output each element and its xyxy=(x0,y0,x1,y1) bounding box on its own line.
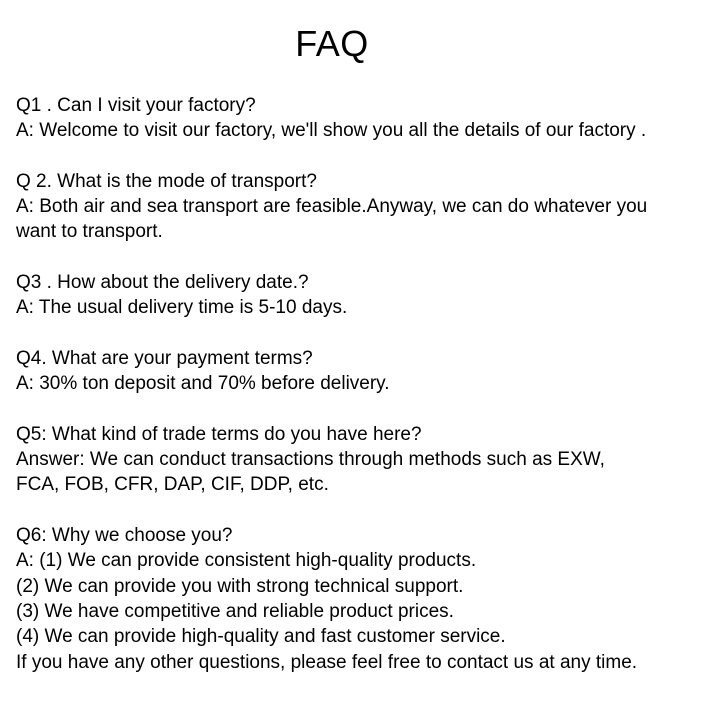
faq-answer-line: (4) We can provide high-quality and fast customer service. xyxy=(16,626,506,648)
faq-item-2 xyxy=(16,169,716,245)
faq-question: Q5: What kind of trade terms do you have here? xyxy=(16,423,422,445)
faq-answer-line: A: Both air and sea transport are feasible.Anyway, we can do whatever you xyxy=(16,196,648,218)
faq-answer-line: A: 30% ton deposit and 70% before delivery. xyxy=(16,373,390,395)
faq-answer-line: (3) We have competitive and reliable product prices. xyxy=(16,600,454,622)
faq-item-4 xyxy=(16,346,716,397)
faq-item-1 xyxy=(16,93,716,144)
faq-item-5 xyxy=(16,422,716,498)
faq-question: Q 2. What is the mode of transport? xyxy=(16,170,317,192)
faq-question: Q1 . Can I visit your factory? xyxy=(16,95,256,116)
faq-question: Q6: Why we choose you? xyxy=(16,525,233,547)
faq-answer-line: Answer: We can conduct transactions through methods such as EXW, xyxy=(16,449,605,471)
faq-item-3 xyxy=(16,270,716,321)
faq-answer-line: A: (1) We can provide consistent high-quality products. xyxy=(16,550,477,572)
faq-answer-line: If you have any other questions, please feel free to contact us at any time. xyxy=(16,651,638,673)
page-title: FAQ xyxy=(295,23,369,64)
faq-answer-line: (2) We can provide you with strong technical support. xyxy=(16,575,464,597)
faq-answer-line: want to transport. xyxy=(16,221,163,243)
faq-answer-line: A: The usual delivery time is 5-10 days. xyxy=(16,297,348,319)
faq-item-6 xyxy=(16,523,716,675)
faq-question: Q4. What are your payment terms? xyxy=(16,347,313,369)
faq-answer-line: A: Welcome to visit our factory, we'll show you all the details of our factory . xyxy=(16,120,647,142)
faq-list xyxy=(16,93,716,700)
faq-question: Q3 . How about the delivery date.? xyxy=(16,272,309,294)
faq-answer-line: FCA, FOB, CFR, DAP, CIF, DDP, etc. xyxy=(16,474,329,496)
